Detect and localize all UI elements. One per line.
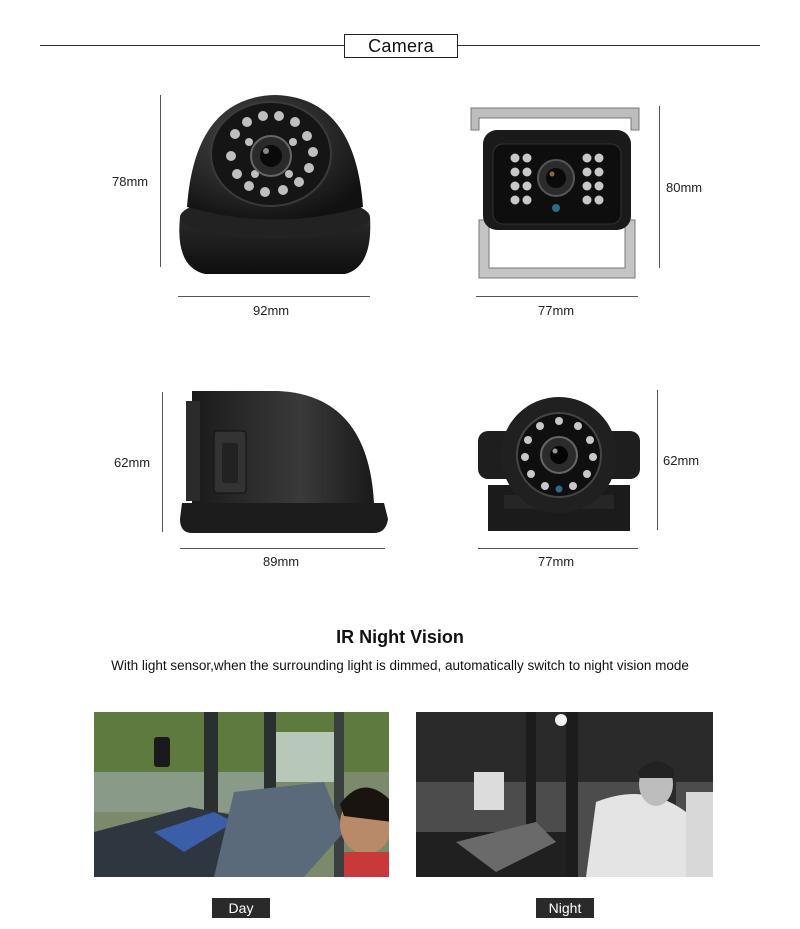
dome-camera-image <box>175 92 375 282</box>
header-line-right <box>458 45 760 46</box>
side-width-line <box>180 548 385 549</box>
side-width-label: 89mm <box>263 554 300 569</box>
side-height-line <box>162 392 163 532</box>
dome-width-label: 92mm <box>253 303 290 318</box>
side-height-label: 62mm <box>114 455 151 470</box>
front-height-line <box>657 390 658 530</box>
dome-height-line <box>160 95 161 267</box>
dome-width-line <box>178 296 370 297</box>
dome-height-label: 78mm <box>112 174 149 189</box>
night-label: Night <box>536 898 594 918</box>
header-line-left <box>40 45 344 46</box>
bracket-height-label: 80mm <box>666 180 703 195</box>
front-width-label: 77mm <box>538 554 575 569</box>
bracket-width-line <box>476 296 638 297</box>
front-camera-image <box>474 385 644 535</box>
ir-night-vision-title: IR Night Vision <box>336 627 464 647</box>
day-label: Day <box>212 898 270 918</box>
bracket-height-line <box>659 106 660 268</box>
bracket-camera-image <box>465 100 645 285</box>
front-width-line <box>478 548 638 549</box>
day-photo <box>94 712 389 877</box>
section-title: Camera <box>344 34 458 58</box>
ir-night-vision-description: With light sensor,when the surrounding light is dimmed, automatically switch to night vision mode <box>111 658 689 673</box>
night-photo <box>416 712 713 877</box>
front-height-label: 62mm <box>663 453 700 468</box>
bracket-width-label: 77mm <box>538 303 575 318</box>
side-camera-image <box>178 385 388 537</box>
